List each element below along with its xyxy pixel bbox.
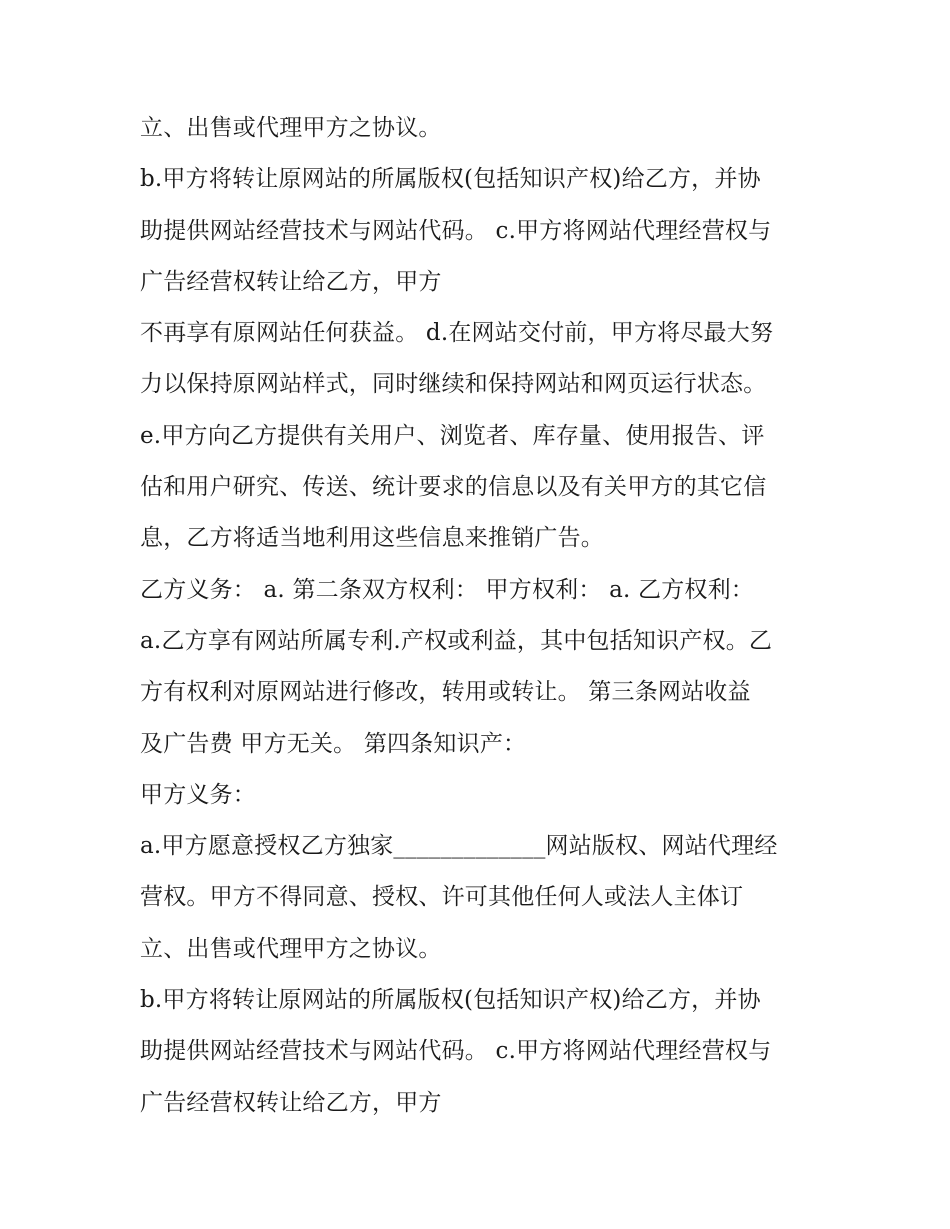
text-line: 广告经营权转让给乙方，甲方: [140, 268, 442, 295]
text-line: a.乙方享有网站所属专利.产权或利益，其中包括知识产权。乙: [140, 627, 773, 654]
text-line: 助提供网站经营技术与网站代码。 c.甲方将网站代理经营权与: [140, 1038, 772, 1065]
text-line: 助提供网站经营技术与网站代码。 c.甲方将网站代理经营权与: [140, 217, 772, 244]
text-line: b.甲方将转让原网站的所属版权(包括知识产权)给乙方，并协: [140, 987, 761, 1014]
text-line: a.甲方愿意授权乙方独家_____________网站版权、网站代理经: [140, 833, 778, 860]
text-line: 广告经营权转让给乙方，甲方: [140, 1089, 442, 1116]
text-line: 力以保持原网站样式，同时继续和保持网站和网页运行状态。: [140, 371, 767, 398]
text-line: 估和用户研究、传送、统计要求的信息以及有关甲方的其它信: [140, 474, 767, 501]
text-line: 息，乙方将适当地利用这些信息来推销广告。: [140, 525, 604, 552]
text-line: 及广告费 甲方无关。 第四条知识产：: [140, 730, 527, 757]
text-line: b.甲方将转让原网站的所属版权(包括知识产权)给乙方，并协: [140, 166, 761, 193]
text-line: 立、出售或代理甲方之协议。: [140, 115, 442, 141]
text-line: 方有权利对原网站进行修改，转用或转让。 第三条网站收益: [140, 679, 751, 706]
text-line: 甲方义务：: [140, 781, 256, 808]
text-line: 立、出售或代理甲方之协议。: [140, 935, 442, 962]
text-line: 乙方义务： a. 第二条双方权利： 甲方权利： a. 乙方权利：: [140, 576, 755, 603]
text-line: 不再享有原网站任何获益。 d.在网站交付前，甲方将尽最大努: [140, 320, 774, 347]
text-line: 营权。甲方不得同意、授权、许可其他任何人或法人主体订: [140, 884, 744, 911]
document-body: [140, 103, 820, 1129]
text-line: e.甲方向乙方提供有关用户、浏览者、库存量、使用报告、评: [140, 422, 765, 449]
